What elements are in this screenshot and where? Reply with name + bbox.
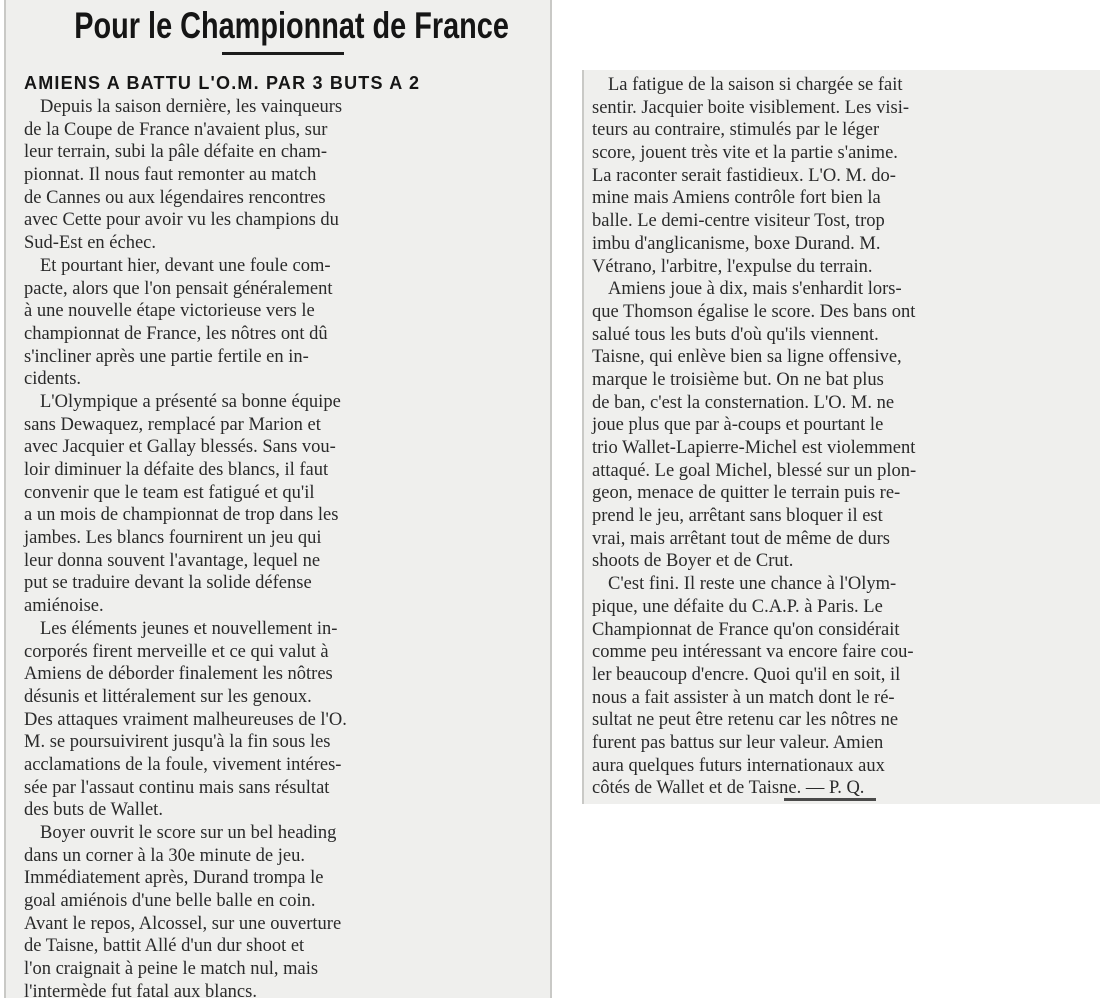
paragraph <box>592 74 1100 278</box>
text-line: trio Wallet-Lapierre-Michel est violemment <box>592 438 916 458</box>
text-line: sée par l'assaut continu mais sans résultat <box>24 777 330 798</box>
text-line: de Cannes ou aux légendaires rencontres <box>24 187 326 208</box>
text-line: aura quelques futurs internationaux aux <box>592 755 885 776</box>
text-line: Championnat de France qu'on considérait <box>592 619 900 640</box>
text-line: des buts de Wallet. <box>24 800 163 821</box>
text-line: mine mais Amiens contrôle fort bien la <box>592 188 881 209</box>
text-line: s'incliner après une partie fertile en in- <box>24 346 309 367</box>
text-line: M. se poursuivirent jusqu'à la fin sous les <box>24 732 331 753</box>
text-line: balle. Le demi-centre visiteur Tost, trop <box>592 211 885 232</box>
text-line: La raconter serait fastidieux. L'O. M. do- <box>592 165 896 186</box>
text-line: joue plus que par à-coups et pourtant le <box>592 415 884 436</box>
text-line: nous a fait assister à un match dont le ré- <box>592 687 895 708</box>
headline-rule <box>222 52 344 55</box>
article-column-right <box>582 70 1100 804</box>
text-line: vrai, mais arrêtant tout de même de durs <box>592 528 890 549</box>
text-line: côtés de Wallet et de Taisne. — P. Q. <box>592 778 865 799</box>
text-line: l'on craignait à peine le match nul, mais <box>24 959 319 980</box>
headline: Pour le Championnat de France <box>74 5 509 46</box>
text-line: de Taisne, battit Allé d'un dur shoot et <box>24 936 305 957</box>
text-line: convenir que le team est fatigué et qu'il <box>24 482 315 503</box>
article-column-left <box>4 0 552 1002</box>
text-line: C'est fini. Il reste une chance à l'Olym- <box>608 574 897 595</box>
text-line: Taisne, qui enlève bien sa ligne offensive, <box>592 347 902 368</box>
text-line: avec Cette pour avoir vu les champions du <box>24 210 339 231</box>
text-line: marque le troisième but. On ne bat plus <box>592 369 884 390</box>
text-line: pionnat. Il nous faut remonter au match <box>24 165 317 186</box>
text-line: prend le jeu, arrêtant sans bloquer il est <box>592 506 883 527</box>
text-line: ler beaucoup d'encre. Quoi qu'il en soit, il <box>592 664 901 685</box>
text-line: à une nouvelle étape victorieuse vers le <box>24 301 315 322</box>
text-line: pique, une défaite du C.A.P. à Paris. Le <box>592 596 883 617</box>
text-line: score, jouent très vite et la partie s'anime. <box>592 143 898 164</box>
text-line: Et pourtant hier, devant une foule com- <box>40 255 331 276</box>
text-line: Vétrano, l'arbitre, l'expulse du terrain. <box>592 256 873 277</box>
text-line: a un mois de championnat de trop dans les <box>24 505 339 526</box>
paragraph <box>24 822 546 1004</box>
text-line: Les éléments jeunes et nouvellement in- <box>40 618 338 639</box>
text-line: de ban, c'est la consternation. L'O. M. ne <box>592 392 895 413</box>
text-line: L'Olympique a présenté sa bonne équipe <box>40 391 341 412</box>
text-line: sultat ne peut être retenu car les nôtres ne <box>592 710 899 731</box>
text-line: Amiens joue à dix, mais s'enhardit lors- <box>608 279 902 300</box>
text-line: imbu d'anglicanisme, boxe Durand. M. <box>592 233 881 254</box>
text-line: championnat de France, les nôtres ont dû <box>24 323 328 344</box>
paragraph <box>24 255 546 391</box>
text-line: dans un corner à la 30e minute de jeu. <box>24 845 305 866</box>
text-line: l'intermède fut fatal aux blancs. <box>24 981 257 1002</box>
paragraph <box>592 573 1100 800</box>
text-line: attaqué. Le goal Michel, blessé sur un plon- <box>592 460 917 481</box>
text-line: sentir. Jacquier boite visiblement. Les visi- <box>592 97 910 118</box>
text-line: leur terrain, subi la pâle défaite en cham- <box>24 142 328 163</box>
text-line: acclamations de la foule, vivement intéres- <box>24 754 342 775</box>
text-line: loir diminuer la défaite des blancs, il faut <box>24 460 329 480</box>
text-line: désunis et littéralement sur les genoux. <box>24 686 312 707</box>
text-line: furent pas battus sur leur valeur. Amien <box>592 732 884 753</box>
text-line: Immédiatement après, Durand trompa le <box>24 868 324 889</box>
paragraph <box>24 96 546 255</box>
text-line: Sud-Est en échec. <box>24 233 157 254</box>
text-line: salué tous les buts d'où qu'ils viennent. <box>592 324 879 345</box>
subheadline: AMIENS A BATTU L'O.M. PAR 3 BUTS A 2 <box>24 73 421 93</box>
text-line: que Thomson égalise le score. Des bans ont <box>592 301 916 322</box>
text-line: goal amiénois d'une belle balle en coin. <box>24 891 316 912</box>
text-line: Des attaques vraiment malheureuses de l'O. <box>24 709 347 730</box>
text-line: amiénoise. <box>24 596 104 617</box>
text-line: Amiens de déborder finalement les nôtres <box>24 664 333 685</box>
text-line: comme peu intéressant va encore faire cou- <box>592 642 914 663</box>
paragraph <box>24 391 546 618</box>
paragraph <box>24 618 546 822</box>
text-line: jambes. Les blancs fournirent un jeu qui <box>24 528 322 549</box>
text-line: avec Jacquier et Gallay blessés. Sans vou- <box>24 437 336 458</box>
text-line: Boyer ouvrit le score sur un bel heading <box>40 823 337 843</box>
text-line: put se traduire devant la solide défense <box>24 573 312 594</box>
text-line: geon, menace de quitter le terrain puis re- <box>592 483 901 504</box>
end-rule <box>784 798 876 801</box>
text-line: shoots de Boyer et de Crut. <box>592 551 794 572</box>
text-line: Avant le repos, Alcossel, sur une ouverture <box>24 913 342 934</box>
text-line: La fatigue de la saison si chargée se fait <box>608 75 903 95</box>
text-line: pacte, alors que l'on pensait généralement <box>24 278 333 299</box>
article-body-right <box>592 74 1100 800</box>
text-line: corporés firent merveille et ce qui valut à <box>24 641 329 662</box>
text-line: de la Coupe de France n'avaient plus, sur <box>24 119 328 140</box>
text-line: teurs au contraire, stimulés par le léger <box>592 120 880 141</box>
text-line: Depuis la saison dernière, les vainqueurs <box>40 97 343 117</box>
article-body-left <box>24 96 546 1004</box>
text-line: leur donna souvent l'avantage, lequel ne <box>24 550 321 571</box>
text-line: sans Dewaquez, remplacé par Marion et <box>24 414 321 435</box>
paragraph <box>592 278 1100 573</box>
text-line: cidents. <box>24 369 82 390</box>
